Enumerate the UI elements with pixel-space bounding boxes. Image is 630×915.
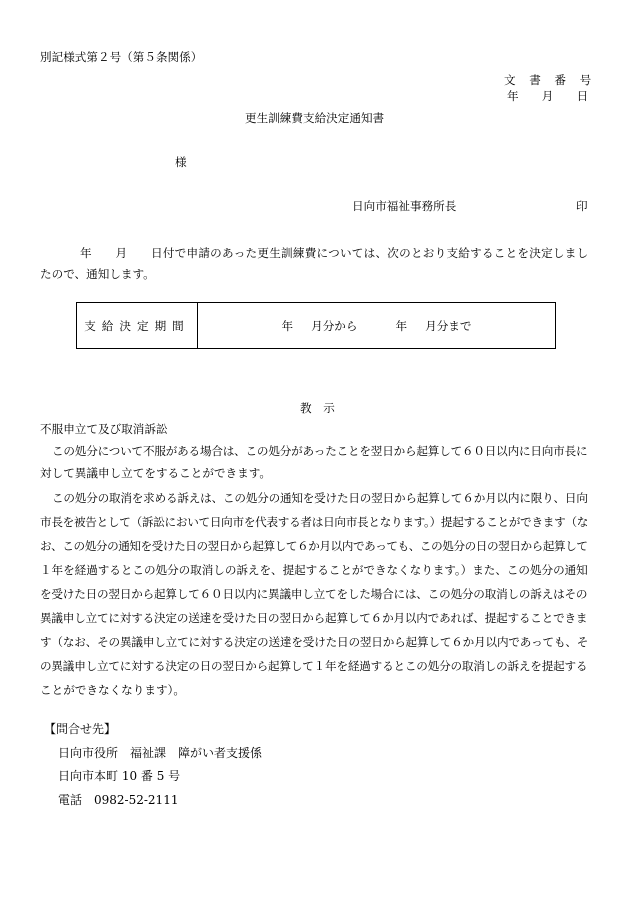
period-to-month: 月分まで xyxy=(425,318,472,333)
instruction-line: この処分の取消を求める訴えは、この処分の通知を受けた日の翌日から起算して６か月以内に限り、日向 xyxy=(52,491,588,505)
instruction-line: １年を経過するとこの処分の取消しの訴えを、提起することができなくなります。）また、この処分の通知 xyxy=(40,563,588,577)
contact-phone: 電話 0982-52-2111 xyxy=(58,793,179,807)
instruction-line: ことができなくなります）。 xyxy=(40,683,185,697)
form-reference: 別記様式第２号（第５条関係） xyxy=(40,50,203,64)
instruction-line: す（なお、その異議申し立てに対する決定の送達を受けた日の翌日から起算して６か月以内であっても、そ xyxy=(40,635,589,649)
instruction-heading: 教 示 xyxy=(300,401,335,415)
contact-office: 日向市役所 福祉課 障がい者支援係 xyxy=(58,746,263,760)
date-label: 年 月 日 xyxy=(507,89,589,103)
body-line-2: たので、通知します。 xyxy=(40,267,155,281)
document-title: 更生訓練費支給決定通知書 xyxy=(245,111,385,125)
period-to-year: 年 xyxy=(395,318,408,333)
period-from-month: 月分から xyxy=(311,318,358,333)
sender-name: 日向市福祉事務所長 xyxy=(352,199,457,213)
period-value xyxy=(198,303,556,349)
period-label: 支給決定期間 xyxy=(77,303,198,349)
instruction-line: 異議申し立てに対する決定の送達を受けた日の翌日から起算して６か月以内であれば、提起することできま xyxy=(40,611,588,625)
contact-heading: 【問合せ先】 xyxy=(44,722,117,736)
instruction-line: お、この処分の通知を受けた日の翌日から起算して６か月以内であっても、この処分の日の翌日から起算して xyxy=(40,539,588,553)
seal-mark: 印 xyxy=(576,199,588,213)
period-from-year: 年 xyxy=(281,318,294,333)
instruction-line: の異議申し立てに対する決定の日の翌日から起算して１年を経過するとこの処分の取消しの訴えを提起する xyxy=(40,659,588,673)
contact-address: 日向市本町 10 番 5 号 xyxy=(58,769,181,783)
instruction-line: を受けた日の翌日から起算して６０日以内に異議申し立てをした場合には、この処分の取消しの訴えはその xyxy=(40,587,588,601)
payment-period-table xyxy=(76,302,556,349)
document-number-label: 文 書 番 号 xyxy=(504,73,593,87)
addressee-suffix: 様 xyxy=(175,155,187,169)
body-line-1: 年 月 日付で申請のあった更生訓練費については、次のとおり支給することを決定しまし xyxy=(80,246,589,260)
instruction-line: この処分について不服がある場合は、この処分があったことを翌日から起算して６０日以内に日向市長に xyxy=(52,444,588,458)
instruction-line: 対して異議申し立てをすることができます。 xyxy=(40,466,271,480)
instruction-subheading: 不服申立て及び取消訴訟 xyxy=(40,422,168,436)
instruction-line: 市長を被告として（訴訟において日向市を代表する者は日向市長となります。）提起することができます（な xyxy=(40,515,589,529)
